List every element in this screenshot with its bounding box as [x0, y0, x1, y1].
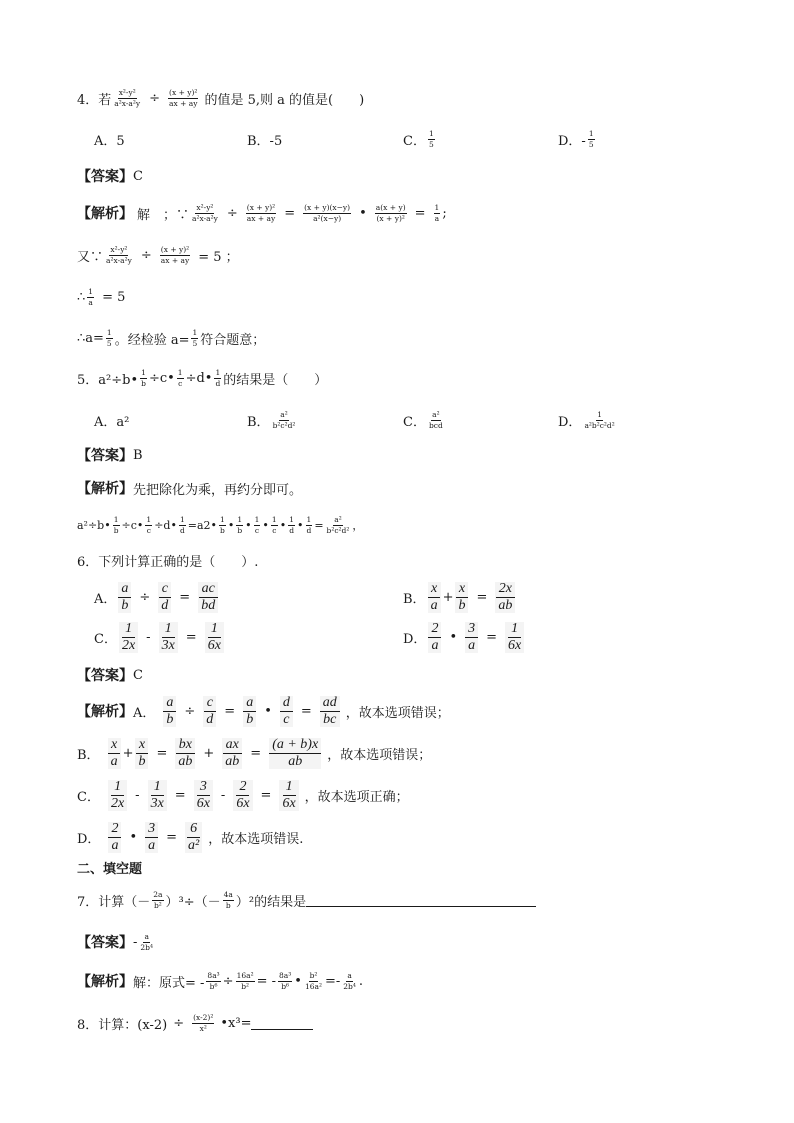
- fraction: $\frac{\text{x²-y²}}{\text{a²x-a²y}}$: [106, 245, 132, 265]
- q4-fraction-1: $\frac{\text{x²-y²}}{\text{a²x-a²y}}$: [114, 88, 141, 108]
- text: ，故本选项错误；: [345, 705, 450, 721]
- q5-option-d: D． $\frac{1}{\text{a²b²c²d²}}$: [558, 410, 615, 430]
- fraction: $\frac{(x + y)(x-y)}{\text{a²(x−y)}}$: [304, 203, 351, 223]
- fraction: $\frac{a}{\text{2b⁴}}$: [343, 971, 356, 991]
- q4-answer: [77, 166, 754, 186]
- dot-sign: •: [297, 518, 304, 532]
- fraction: $\frac{2a}{\text{b²}}$: [153, 890, 163, 910]
- q5-options: [77, 405, 754, 435]
- fraction: $\frac{1}{d}$: [289, 515, 295, 535]
- text: 的结果是（ ）: [223, 372, 328, 388]
- divide-sign: ÷: [140, 247, 152, 263]
- fraction: $\frac{\text{a²}}{\text{b²c²d²}}$: [326, 515, 350, 535]
- section-title: [77, 857, 754, 877]
- answer-value: C: [133, 168, 143, 184]
- q4-option-a: A．5: [94, 133, 125, 149]
- text: D．: [77, 831, 101, 847]
- q5-option-b: B． $\frac{\text{a²}}{\text{b²c²d²}}$: [247, 410, 296, 430]
- answer-tag: 【答案】: [77, 169, 133, 185]
- q4-explanation-line-1: [77, 198, 754, 228]
- text: 。经检验 a=: [114, 332, 190, 348]
- q6-options-row-2: [77, 617, 754, 657]
- text: 又∵: [77, 249, 104, 265]
- q4-explanation-line-2: [77, 240, 754, 270]
- answer-blank[interactable]: [251, 1017, 313, 1030]
- text: 解：原式= -: [133, 975, 205, 991]
- q4-option-b: B．-5: [247, 133, 283, 149]
- q4-explanation-line-3: [77, 284, 754, 310]
- q6-option-b: B． $\frac{x}{a}$ + $\frac{x}{b}$ = $\frac{2x}{ab}$: [403, 582, 517, 613]
- q4-number: 4．若: [77, 92, 112, 108]
- q5-stem: [77, 364, 754, 392]
- fraction: $\frac{\text{8a³}}{\text{b⁶}}$: [279, 971, 292, 991]
- q6-explanation-c: C． $\frac{1}{2x}$ - $\frac{1}{3x}$ = $\frac{3}{6x}$ - $\frac{2}{6x}$ = $\frac{1}{6x}$ ，故本选项正确；: [77, 778, 409, 811]
- q4-stem: [77, 84, 754, 112]
- fraction: $\frac{\text{b²}}{\text{16a²}}$: [304, 971, 322, 991]
- section-heading: 二、填空题: [77, 861, 143, 877]
- fraction: $\frac{1}{b}$: [141, 368, 146, 388]
- text: •x³=: [220, 1015, 252, 1031]
- fraction: $\frac{a(x + y)}{\text{(x + y)²}}$: [375, 203, 406, 223]
- dot-sign: •: [294, 973, 302, 989]
- text: =-: [324, 973, 341, 989]
- text: B．: [77, 747, 100, 763]
- divide-sign: ÷: [226, 205, 238, 221]
- analysis-tag: 【解析】: [77, 974, 133, 990]
- fraction: $\frac{1}{d}$: [215, 368, 221, 388]
- q6-option-d: D． $\frac{2}{a}$ • $\frac{3}{a}$ = $\frac{1}{6x}$: [403, 622, 526, 653]
- q4-fraction-2: $\frac{\text{(x + y)²}}{ax + ay}$: [169, 88, 198, 108]
- q6-option-a: A． $\frac{a}{b}$ ÷ $\frac{c}{d}$ = $\frac{ac}{bd}$: [94, 582, 220, 613]
- fraction: $\frac{a}{\text{2b⁴}}$: [140, 932, 153, 952]
- fraction: $\frac{\text{(x + y)²}}{ax + ay}$: [160, 245, 190, 265]
- analysis-intro: 解 ；∵: [137, 207, 190, 223]
- q6-explanation-b: B． $\frac{x}{a}$ + $\frac{x}{b}$ = $\frac{bx}{ab}$ + $\frac{ax}{ab}$ = $\frac{(a + b)x}{ab}$ ，故本选项错误；: [77, 736, 432, 769]
- q8-stem: [77, 1008, 754, 1038]
- q6-option-c: C． $\frac{1}{2x}$ - $\frac{1}{3x}$ = $\frac{1}{6x}$: [94, 622, 226, 653]
- q7-stem: [77, 885, 754, 915]
- dot-sign: •: [262, 518, 269, 532]
- text: a²÷b•: [77, 518, 111, 532]
- text: ÷d•: [154, 518, 177, 532]
- q5-option-c: C． $\frac{\text{a²}}{\text{bcd}}$: [403, 410, 443, 430]
- text: =a2•: [187, 518, 218, 532]
- q5-explanation-line-2: a²÷b• $\frac{1}{b}$ ÷c• $\frac{1}{c}$ ÷d• $\frac{1}{d}$ =a2• $\frac{1}{b}$ • $\frac{1}{b}$ • $\frac{1}{c}$ • $\frac{1}{c}$ • $\frac{1}{d}$ • $\frac{1}{d}$ = $\frac{\text{a²}}{\text{b²c²d²}}$ ，: [77, 515, 364, 535]
- analysis-tag: 【解析】: [77, 481, 133, 497]
- q6-explanation-a: 【解析】 A． $\frac{a}{b}$ ÷ $\frac{c}{d}$ = $\frac{a}{b}$ • $\frac{d}{c}$ = $\frac{ad}{bc}$ ，故本选项错误；: [77, 694, 450, 727]
- dot-sign: •: [279, 518, 287, 532]
- q5-answer: [77, 445, 754, 465]
- fraction: $\frac{1}{c}$: [177, 368, 183, 388]
- fraction: $\frac{\text{(x + y)²}}{ax + ay}$: [246, 203, 276, 223]
- text: C．: [77, 789, 100, 805]
- equals-sign: =: [284, 205, 296, 221]
- q6-stem: [77, 550, 754, 570]
- text: = 5 ；: [198, 249, 239, 265]
- text: 7．计算（－: [77, 894, 151, 910]
- fraction: $\frac{1}{b}$: [113, 515, 119, 535]
- q7-explanation: [77, 966, 754, 996]
- text: ，故本选项错误.: [208, 831, 304, 847]
- q4-stem-tail: 的值是 5,则 a 的值是( ): [204, 92, 365, 108]
- punctuation: .: [358, 973, 364, 989]
- text: ∴: [77, 289, 86, 305]
- fraction: $\frac{1}{a}$: [88, 287, 94, 307]
- text: ，故本选项错误；: [327, 747, 432, 763]
- punctuation: ;: [442, 205, 447, 221]
- text: ）²的结果是: [235, 894, 307, 910]
- text: ，故本选项正确；: [304, 789, 409, 805]
- q7-answer: [77, 928, 754, 956]
- text: ÷c•: [148, 370, 175, 386]
- fraction: $\frac{\text{(x-2)²}}{\text{x²}}$: [193, 1013, 214, 1033]
- text: = 5: [102, 289, 126, 305]
- fraction: $\frac{1}{a}$: [434, 203, 440, 223]
- fraction: $\frac{1}{c}$: [271, 515, 277, 535]
- text: ÷d•: [185, 370, 213, 386]
- fraction: $\frac{1}{5}$: [106, 328, 112, 348]
- analysis-tag: 【解析】: [77, 206, 133, 222]
- equals-sign: =: [414, 205, 426, 221]
- text: 符合题意；: [200, 332, 266, 348]
- q6-answer: [77, 665, 754, 685]
- q6-options-row-1: [77, 577, 754, 617]
- text: ∴a=: [77, 330, 104, 346]
- answer-tag: 【答案】: [77, 668, 133, 684]
- fraction: $\frac{1}{b}$: [220, 515, 225, 535]
- text: A．: [133, 705, 156, 721]
- fraction: $\frac{1}{b}$: [237, 515, 243, 535]
- q6-explanation-d: D． $\frac{2}{a}$ • $\frac{3}{a}$ = $\frac{6}{\text{a²}}$ ，故本选项错误.: [77, 820, 304, 853]
- answer-blank[interactable]: [306, 894, 536, 907]
- text: 6．下列计算正确的是（ ）.: [77, 554, 259, 570]
- text: ）³÷（－: [165, 894, 221, 910]
- punctuation: ，: [352, 519, 364, 532]
- fraction: $\frac{\text{16a²}}{\text{b²}}$: [236, 971, 254, 991]
- dot-sign: •: [245, 518, 252, 532]
- q4-explanation-line-4: [77, 325, 754, 351]
- dot-sign: •: [227, 518, 235, 532]
- q5-explanation-line-1: [77, 478, 754, 498]
- fraction: $\frac{\text{x²-y²}}{\text{a²x-a²y}}$: [192, 203, 218, 223]
- fraction: $\frac{1}{c}$: [254, 515, 260, 535]
- divide-sign: ÷: [173, 1015, 185, 1031]
- q5-option-a: A．a²: [94, 414, 130, 430]
- fraction: $\frac{1}{5}$: [192, 328, 198, 348]
- q4-option-d: D．- $\frac{1}{5}$: [558, 129, 594, 149]
- fraction: $\frac{1}{d}$: [179, 515, 185, 535]
- divide-sign: ÷: [149, 90, 161, 106]
- q4-option-c: C． $\frac{1}{5}$: [403, 129, 434, 149]
- fraction: $\frac{1}{c}$: [146, 515, 152, 535]
- answer-value: B: [133, 447, 143, 463]
- fraction: $\frac{\text{8a³}}{\text{b⁶}}$: [207, 971, 220, 991]
- text: -: [133, 934, 138, 950]
- analysis-text: 先把除化为乘，再约分即可。: [133, 482, 303, 498]
- dot-sign: •: [359, 205, 367, 221]
- analysis-tag: 【解析】: [77, 704, 133, 720]
- q4-options: [77, 126, 754, 152]
- text: ÷c•: [121, 518, 144, 532]
- fraction: $\frac{1}{d}$: [306, 515, 312, 535]
- text: 5．a²÷b•: [77, 372, 139, 388]
- divide-sign: ÷: [222, 973, 234, 989]
- answer-value: C: [133, 667, 143, 683]
- text: = -: [256, 973, 277, 989]
- answer-tag: 【答案】: [77, 448, 133, 464]
- text: 8．计算：(x-2): [77, 1017, 168, 1033]
- fraction: $\frac{4a}{b}$: [223, 890, 233, 910]
- answer-tag: 【答案】: [77, 935, 133, 951]
